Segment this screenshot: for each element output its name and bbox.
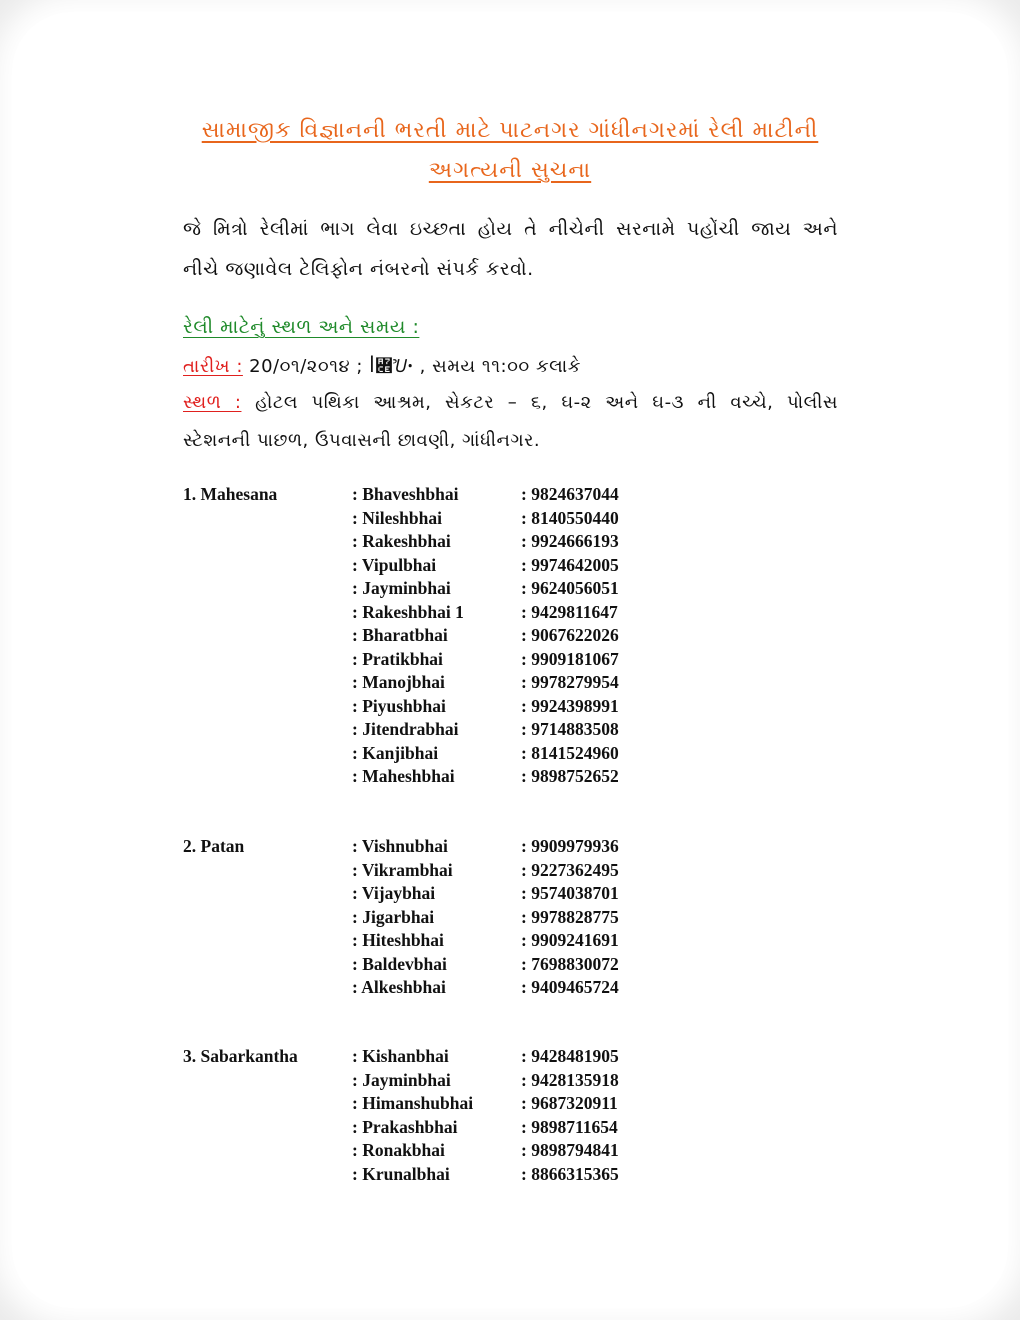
contact-phone: : 8866315365 (521, 1163, 619, 1184)
contact-phone: : 9974642005 (521, 554, 619, 575)
contact-phone: : 9978828775 (521, 906, 619, 927)
contact-phone: : 9428481905 (521, 1046, 619, 1066)
intro-line1: જે મિત્રો રેલીમાં ભાગ લેવા ઇચ્છતા હોય તે નીચેની સરનામે પહોંચી જાય અને (183, 218, 838, 240)
contact-name: : Jitendrabhai (352, 719, 459, 739)
contact-name: : Vishnubhai (352, 836, 448, 856)
contact-phone: : 9924666193 (521, 531, 619, 551)
contact-name: : Pratikbhai (352, 648, 443, 669)
contact-phone: : 9898711654 (521, 1116, 618, 1137)
contact-phone: : 9824637044 (521, 484, 619, 504)
place-line1 (183, 392, 838, 413)
contact-phone: : 8140550440 (521, 507, 619, 528)
contact-name: : Maheshbhai (352, 766, 455, 786)
contact-name: : Manojbhai (352, 672, 445, 692)
place-line2: સ્ટેશનની પાછળ, ઉપવાસની છાવણી, ગાંધીનગર. (183, 430, 541, 451)
contact-phone: : 9898752652 (521, 766, 619, 786)
contact-phone: : 9409465724 (521, 977, 619, 997)
contact-phone: : 9978279954 (521, 672, 619, 692)
contact-phone: : 9428135918 (521, 1069, 619, 1090)
venue-heading: રેલી માટેનું સ્થળ અને સમય : (183, 316, 420, 338)
contact-phone: : 8141524960 (521, 742, 619, 763)
date-label: તારીખ : (183, 356, 243, 377)
contact-name: : Piyushbhai (352, 695, 446, 716)
document-page (12, 12, 1008, 1308)
contact-name: : Vipulbhai (352, 554, 437, 575)
notice-title-line2: અગત્યની સુચના (428, 158, 592, 183)
contact-phone: : 9898794841 (521, 1140, 619, 1160)
contact-phone: : 9227362495 (521, 859, 619, 880)
contact-phone: : 9909181067 (521, 648, 619, 669)
contact-name: : Jayminbhai (352, 1069, 451, 1090)
date-line (183, 354, 581, 378)
contact-name: : Vijaybhai (352, 883, 436, 903)
contact-name: : Vikrambhai (352, 859, 453, 880)
contact-name: : Krunalbhai (352, 1163, 450, 1184)
contact-name: : Rakeshbhai (352, 531, 451, 551)
contact-name: : Ronakbhai (352, 1140, 445, 1160)
district-name: 2. Patan (183, 836, 245, 856)
contact-name: : Rakeshbhai 1 (352, 601, 464, 622)
intro-line2: નીચે જણાવેલ ટેલિફોન નંબરનો સંપર્ક કરવો. (183, 258, 534, 280)
contact-phone: : 9067622026 (521, 625, 619, 645)
contact-name: : Kanjibhai (352, 742, 439, 763)
contact-phone: : 9574038701 (521, 883, 619, 903)
contact-name: : Bharatbhai (352, 625, 448, 645)
contact-phone: : 9909241691 (521, 930, 619, 950)
district-name: 1. Mahesana (183, 484, 278, 504)
contact-phone: : 9714883508 (521, 719, 619, 739)
contact-name: : Kishanbhai (352, 1046, 449, 1066)
contact-name: : Prakashbhai (352, 1116, 458, 1137)
contact-name: : Jigarbhai (352, 906, 435, 927)
contact-name: : Hiteshbhai (352, 930, 444, 950)
place-label: સ્થળ : (183, 392, 242, 413)
contact-name: : Baldevbhai (352, 953, 447, 974)
contact-phone: : 9429811647 (521, 601, 618, 622)
contact-phone: : 9924398991 (521, 695, 619, 716)
contact-phone: : 9687320911 (521, 1093, 618, 1113)
contact-phone: : 7698830072 (521, 953, 619, 974)
contact-name: : Nileshbhai (352, 507, 442, 528)
district-name: 3. Sabarkantha (183, 1046, 298, 1066)
place-value: હોટલ પથિકા આશ્રમ, સેકટર – ૬, ઘ-૨ અને ઘ-૩ ની વચ્ચે, પોલીસ (241, 392, 839, 413)
contact-name: : Jayminbhai (352, 578, 451, 598)
contact-name: : Bhaveshbhai (352, 484, 459, 504)
notice-title-line1: સામાજીક વિજ્ઞાનની ભરતી માટે પાટનગર ગાંધીનગરમાં રેલી માટીની (201, 118, 819, 143)
contact-name: : Alkeshbhai (352, 977, 446, 997)
contact-phone: : 9624056051 (521, 578, 619, 598)
date-value: 20/૦૧/૨૦૧૪ ; ꟾ꟎Ꞿꞏ , સમય ૧૧:૦૦ કલાકે (242, 356, 581, 377)
contact-name: : Himanshubhai (352, 1093, 474, 1113)
contact-phone: : 9909979936 (521, 836, 619, 856)
